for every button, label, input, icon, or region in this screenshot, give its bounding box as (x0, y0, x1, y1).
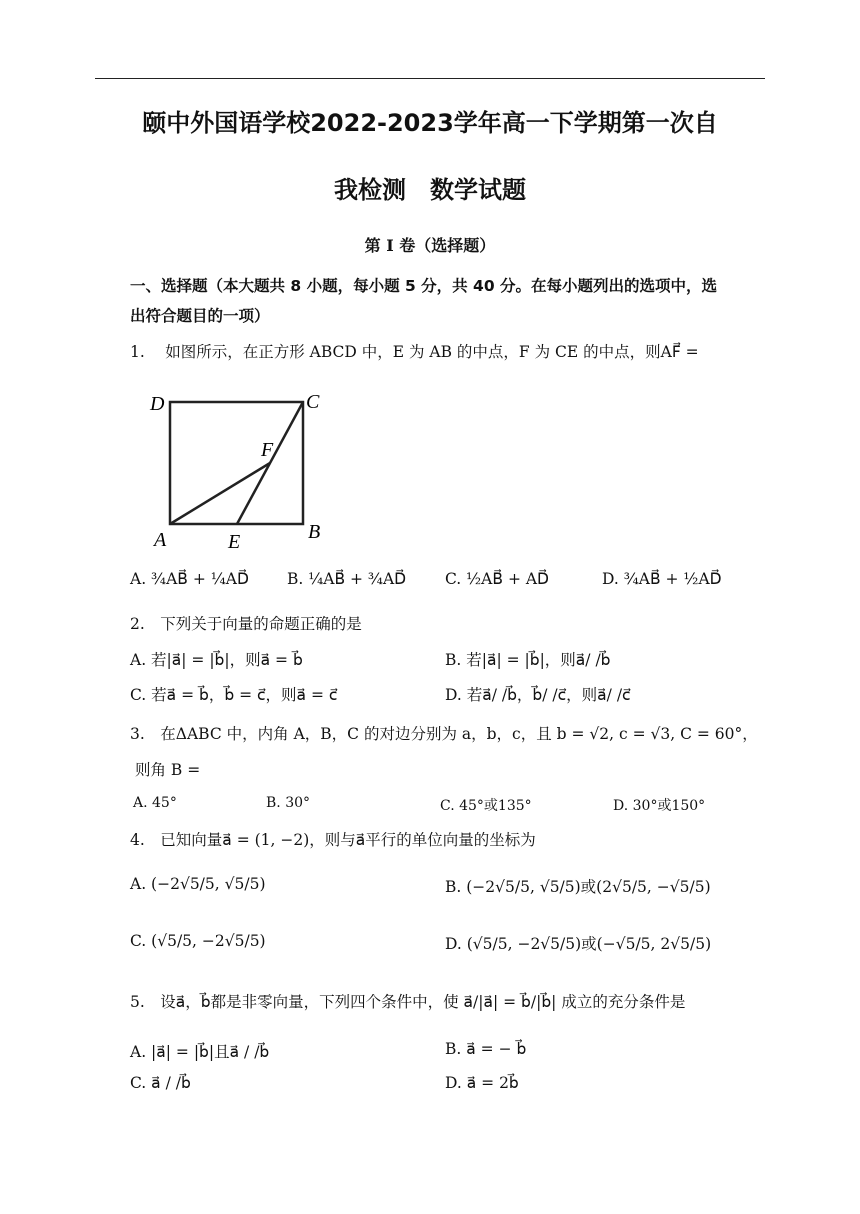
q4-option-c: C. (√5/5, −2√5/5) (130, 932, 266, 950)
q2-option-d: D. 若a⃗/ /b⃗，b⃗/ /c⃗，则a⃗/ /c⃗ (445, 686, 631, 704)
section-heading: 第 I 卷（选择题） (364, 236, 496, 255)
q3-option-a: A. 45° (133, 795, 177, 811)
q5-option-a: A. |a⃗| = |b⃗|且a⃗ / /b⃗ (130, 1043, 270, 1061)
instructions-line2: 出符合题目的一项） (130, 307, 270, 325)
square-figure (148, 386, 333, 551)
q3-stem: 3. 在ΔABC 中，内角 A，B，C 的对边分别为 a，b，c，且 b = √2, c = √3, C = 60°， (130, 725, 758, 743)
q3-stem-line2: 则角 B = (135, 761, 201, 779)
q1-option-a: A. ¾AB⃗ + ¼AD⃗ (130, 570, 249, 588)
q5-option-b: B. a⃗ = − b⃗ (445, 1040, 527, 1058)
q1-option-d: D. ¾AB⃗ + ½AD⃗ (602, 570, 722, 588)
label-e: E (228, 531, 241, 551)
q1-stem: 1. 如图所示，在正方形 ABCD 中，E 为 AB 的中点，F 为 CE 的中点，则AF⃗ = (130, 343, 699, 361)
square-abcd (170, 402, 303, 524)
q2-option-c: C. 若a⃗ = b⃗，b⃗ = c⃗，则a⃗ = c⃗ (130, 686, 338, 704)
page-title-line1: 颐中外国语学校2022-2023学年高一下学期第一次自 (142, 109, 718, 137)
label-a: A (154, 529, 167, 551)
label-b: B (308, 521, 321, 543)
q4-option-a: A. (−2√5/5, √5/5) (130, 875, 266, 893)
q1-option-b: B. ¼AB⃗ + ¾AD⃗ (287, 570, 407, 588)
q3-option-c: C. 45°或135° (440, 798, 532, 814)
q5-stem: 5. 设a⃗，b⃗都是非零向量，下列四个条件中，使 a⃗/|a⃗| = b⃗/|b⃗| 成立的充分条件是 (130, 993, 686, 1011)
q4-stem: 4. 已知向量a⃗ = (1, −2)，则与a⃗平行的单位向量的坐标为 (130, 831, 536, 849)
instructions-line1: 一、选择题（本大题共 8 小题，每小题 5 分，共 40 分。在每小题列出的选项中，选 (130, 277, 718, 295)
q4-option-b: B. (−2√5/5, √5/5)或(2√5/5, −√5/5) (445, 878, 711, 896)
q3-option-b: B. 30° (266, 795, 311, 811)
q2-option-a: A. 若|a⃗| = |b⃗|，则a⃗ = b⃗ (130, 651, 303, 669)
label-c: C (306, 391, 320, 413)
q1-option-c: C. ½AB⃗ + AD⃗ (445, 570, 549, 588)
q4-option-d: D. (√5/5, −2√5/5)或(−√5/5, 2√5/5) (445, 935, 712, 953)
segment-af (170, 463, 270, 524)
page-title-line2: 我检测 数学试题 (334, 176, 526, 204)
q5-option-c: C. a⃗ / /b⃗ (130, 1074, 191, 1092)
label-d: D (150, 393, 165, 415)
top-rule (95, 78, 765, 79)
q5-option-d: D. a⃗ = 2b⃗ (445, 1074, 519, 1092)
label-f: F (261, 439, 274, 461)
q3-option-d: D. 30°或150° (613, 798, 706, 814)
q2-stem: 2. 下列关于向量的命题正确的是 (130, 615, 362, 633)
q2-option-b: B. 若|a⃗| = |b⃗|，则a⃗/ /b⃗ (445, 651, 611, 669)
